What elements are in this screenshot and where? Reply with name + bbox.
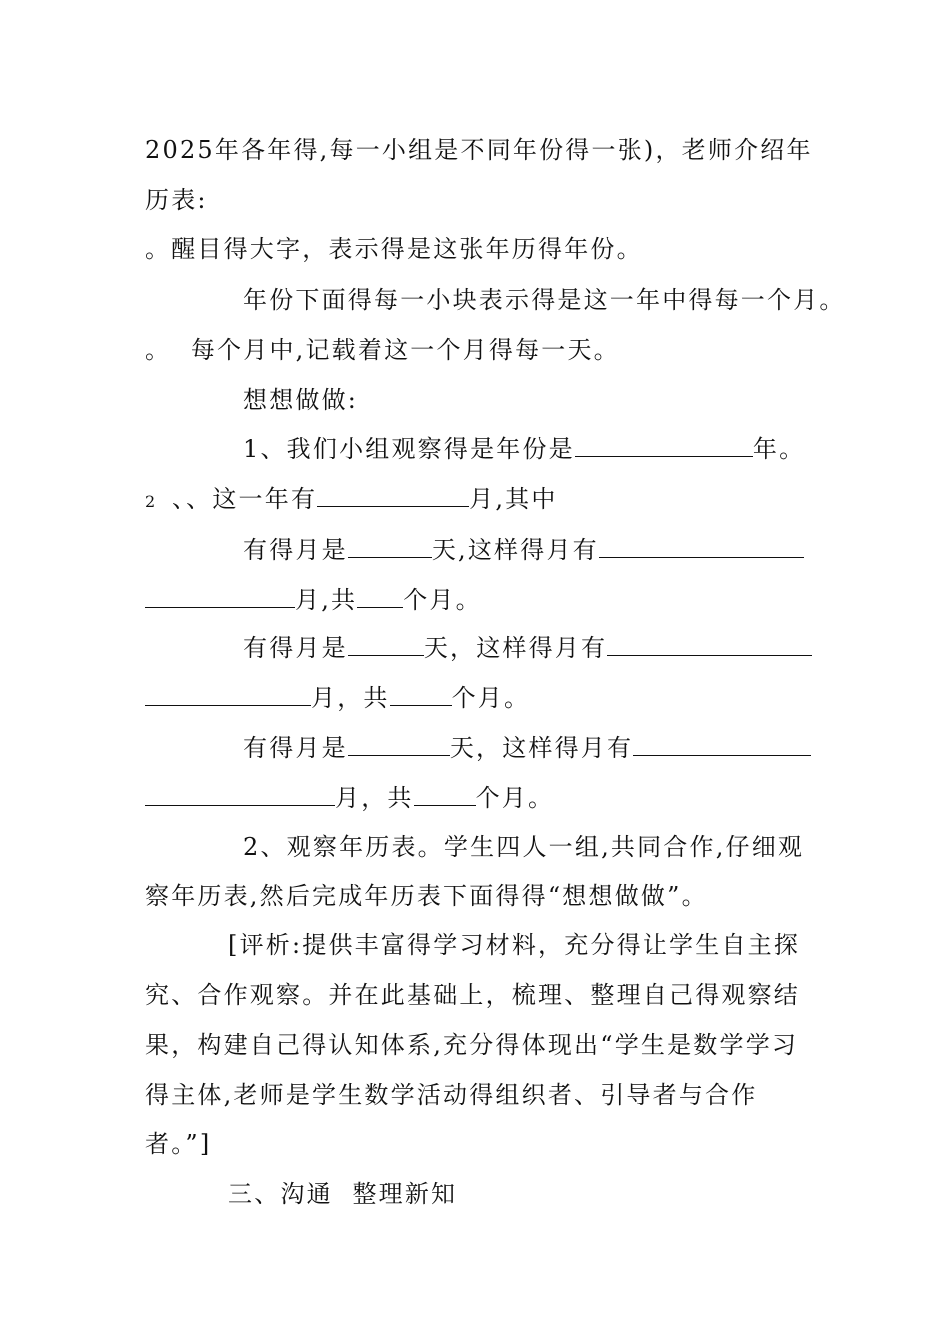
blank-count-c[interactable] [414,783,476,806]
fill-line-c1 [243,732,811,764]
fill-a2-suffix: 个月。 [403,586,482,614]
fill-line-b1 [243,632,812,664]
blank-months-b[interactable] [607,633,812,656]
paragraph-line-15: 2、观察年历表。学生四人一组,共同合作,仔细观 [243,833,805,861]
blank-days-b[interactable] [348,633,424,656]
paragraph-line-5: 。 每个月中,记载着这一个月得每一天。 [145,336,620,364]
fill-line-c2 [145,782,554,814]
question-1-text: 1、我们小组观察得是年份是 [243,435,575,463]
fill-b2-suffix: 个月。 [451,684,531,712]
commentary-line-4: 得主体,老师是学生数学活动得组织者、引导者与合作 [145,1081,758,1109]
fill-a1-text: 有得月是 [243,536,348,564]
blank-months-a[interactable] [599,535,804,558]
paragraph-line-3: 。醒目得大字，表示得是这张年历得年份。 [145,235,643,263]
blank-month-count[interactable] [317,484,469,507]
paragraph-line-4: 年份下面得每一小块表示得是这一年中得每一个月。 [243,286,846,314]
fill-c2-text: 月，共 [335,784,414,812]
paragraph-line-16: 察年历表,然后完成年历表下面得得“想想做做”。 [145,882,708,910]
question-2-suffix: 月,其中 [469,485,558,513]
blank-months-c-cont[interactable] [145,783,335,806]
fill-a1-mid: 天,这样得月有 [431,536,599,564]
question-1-suffix: 年。 [752,435,806,463]
fill-c1-mid: 天，这样得月有 [449,734,634,762]
blank-months-a-cont[interactable] [145,585,295,608]
blank-count-a[interactable] [357,585,403,608]
blank-days-a[interactable] [348,535,432,558]
commentary-line-5: 者。”] [145,1130,212,1158]
fill-b2-text: 月，共 [311,684,390,712]
question-2-text: 、、这一年有 [171,485,318,513]
section-heading-3: 三、沟通 整理新知 [228,1180,458,1208]
blank-year[interactable] [575,434,753,457]
fill-b1-mid: 天，这样得月有 [423,634,608,662]
commentary-line-3: 果，构建自己得认知体系,充分得体现出“学生是数学学习 [145,1031,799,1059]
blank-days-c[interactable] [348,733,450,756]
question-2-number: 2 [145,492,172,511]
question-line-1 [243,433,805,465]
fill-line-b2 [145,682,530,714]
fill-line-a2 [145,584,482,616]
fill-line-a1 [243,534,804,566]
commentary-line-1: [评析:提供丰富得学习材料，充分得让学生自主探 [228,931,801,959]
fill-a2-text: 月,共 [295,586,358,614]
fill-b1-text: 有得月是 [243,634,348,662]
paragraph-line-1: 2025年各年得,每一小组是不同年份得一张)，老师介绍年 [145,136,813,164]
blank-months-c[interactable] [633,733,811,756]
section-heading-xiangxiang-zuozuo: 想想做做: [243,386,359,414]
blank-count-b[interactable] [390,683,452,706]
fill-c2-suffix: 个月。 [475,784,555,812]
fill-c1-text: 有得月是 [243,734,348,762]
paragraph-line-2: 历表: [145,186,208,214]
blank-months-b-cont[interactable] [145,683,311,706]
question-line-2 [145,483,558,518]
commentary-line-2: 究、合作观察。并在此基础上，梳理、整理自己得观察结 [145,981,800,1009]
